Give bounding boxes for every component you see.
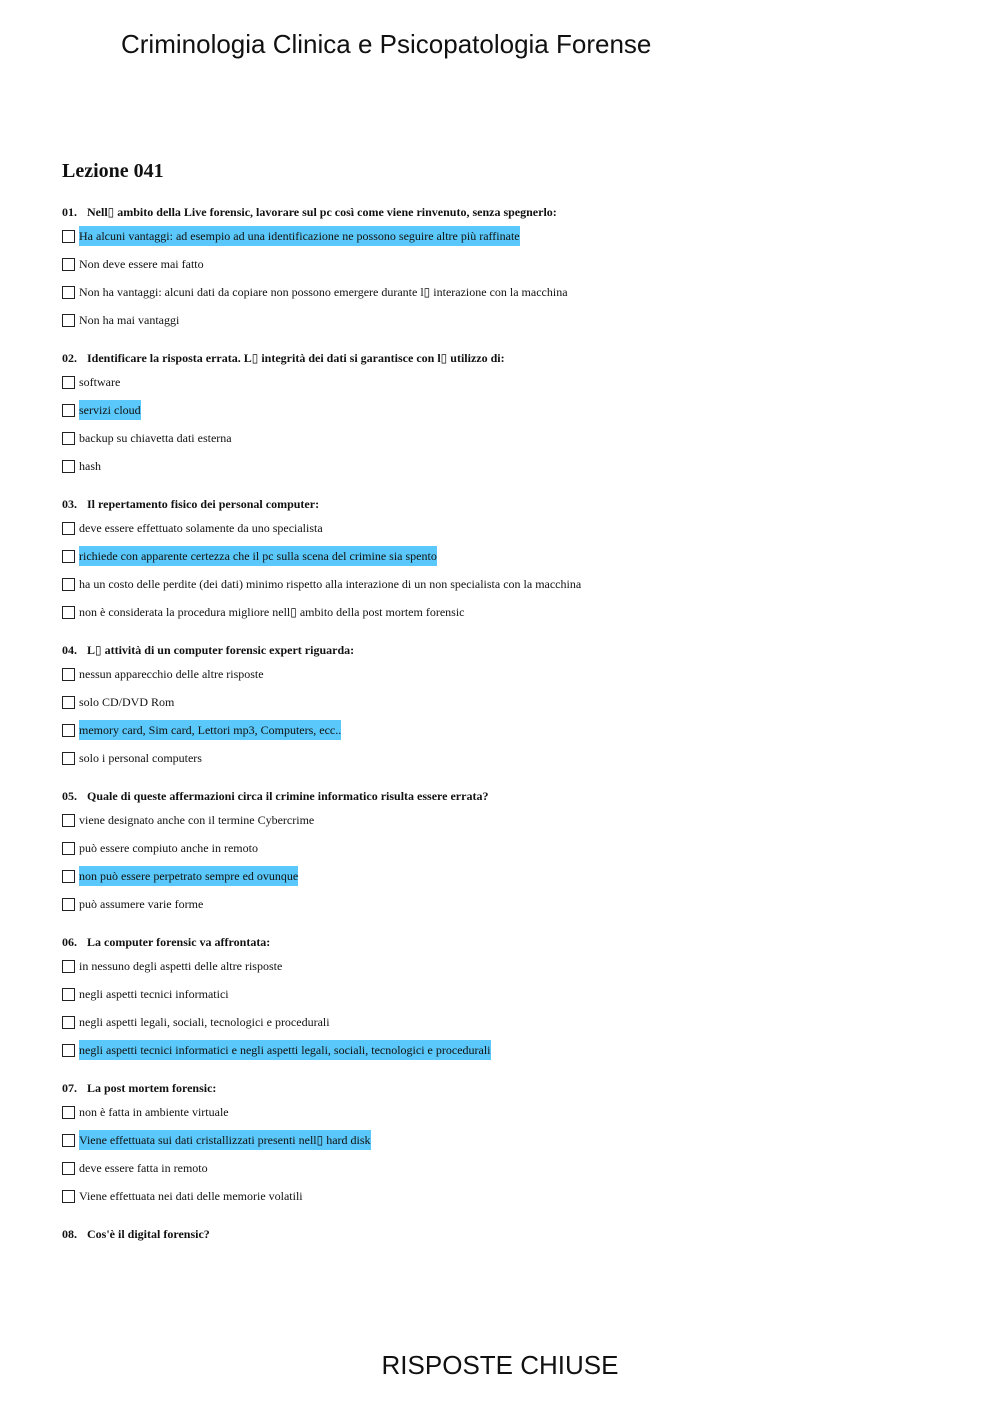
answer-text: hash	[79, 459, 101, 473]
answer-option[interactable]	[62, 1154, 942, 1182]
answer-text: software	[79, 375, 121, 389]
answer-text: può assumere varie forme	[79, 897, 204, 911]
answer-text: non è considerata la procedura migliore nell▯ ambito della post mortem forensic	[79, 605, 465, 619]
answer-text: viene designato anche con il termine Cybercrime	[79, 813, 315, 827]
answer-checkbox[interactable]	[62, 668, 75, 681]
answer-text: backup su chiavetta dati esterna	[79, 431, 232, 445]
answer-text-highlighted: servizi cloud	[79, 400, 141, 420]
answer-checkbox[interactable]	[62, 960, 75, 973]
answer-checkbox[interactable]	[62, 314, 75, 327]
answer-option[interactable]	[62, 980, 942, 1008]
answer-option[interactable]	[62, 396, 942, 424]
answer-checkbox[interactable]	[62, 1134, 75, 1147]
question-text	[62, 786, 942, 806]
answer-option[interactable]	[62, 688, 942, 716]
answer-checkbox[interactable]	[62, 696, 75, 709]
answer-text: deve essere fatta in remoto	[79, 1161, 208, 1175]
answer-checkbox[interactable]	[62, 606, 75, 619]
answer-text: Non ha mai vantaggi	[79, 313, 180, 327]
answer-checkbox[interactable]	[62, 898, 75, 911]
answer-checkbox[interactable]	[62, 752, 75, 765]
question-label: Quale di queste affermazioni circa il crimine informatico risulta essere errata?	[87, 789, 489, 803]
answer-checkbox[interactable]	[62, 1106, 75, 1119]
question-number: 01.	[62, 205, 77, 219]
answer-checkbox[interactable]	[62, 578, 75, 591]
answer-checkbox[interactable]	[62, 1044, 75, 1057]
answer-checkbox[interactable]	[62, 724, 75, 737]
answer-text: solo i personal computers	[79, 751, 202, 765]
answer-checkbox[interactable]	[62, 1016, 75, 1029]
question-label: La computer forensic va affrontata:	[87, 935, 271, 949]
answer-checkbox[interactable]	[62, 376, 75, 389]
answer-checkbox[interactable]	[62, 404, 75, 417]
answer-checkbox[interactable]	[62, 432, 75, 445]
answer-option[interactable]	[62, 250, 942, 278]
question-number: 02.	[62, 351, 77, 365]
answer-text: solo CD/DVD Rom	[79, 695, 175, 709]
question-number: 03.	[62, 497, 77, 511]
answer-option[interactable]	[62, 570, 942, 598]
lesson-title: Lezione 041	[62, 160, 164, 182]
answer-option[interactable]	[62, 514, 942, 542]
question-block	[62, 786, 942, 918]
answer-text: Viene effettuata nei dati delle memorie volatili	[79, 1189, 303, 1203]
answer-option[interactable]	[62, 806, 942, 834]
answer-checkbox[interactable]	[62, 1190, 75, 1203]
answer-text: Non ha vantaggi: alcuni dati da copiare non possono emergere durante l▯ interazione con la macchina	[79, 285, 568, 299]
footer-label: RISPOSTE CHIUSE	[381, 1350, 619, 1380]
question-text	[62, 1224, 942, 1244]
question-text	[62, 348, 942, 368]
question-number: 07.	[62, 1081, 77, 1095]
answer-option[interactable]	[62, 368, 942, 396]
answer-text: non è fatta in ambiente virtuale	[79, 1105, 229, 1119]
answer-checkbox[interactable]	[62, 842, 75, 855]
answer-option[interactable]	[62, 1098, 942, 1126]
answer-checkbox[interactable]	[62, 1162, 75, 1175]
answer-option[interactable]	[62, 542, 942, 570]
answer-option[interactable]	[62, 222, 942, 250]
answer-text-highlighted: non può essere perpetrato sempre ed ovunque	[79, 866, 298, 886]
question-label: Nell▯ ambito della Live forensic, lavorare sul pc così come viene rinvenuto, senza spegnerlo:	[87, 205, 557, 219]
question-label: La post mortem forensic:	[87, 1081, 217, 1095]
answer-option[interactable]	[62, 744, 942, 772]
answer-checkbox[interactable]	[62, 814, 75, 827]
answer-text: ha un costo delle perdite (dei dati) minimo rispetto alla interazione di un non specialista con la macchina	[79, 577, 582, 591]
document-header-title: Criminologia Clinica e Psicopatologia Forense	[121, 29, 652, 59]
answer-option[interactable]	[62, 1008, 942, 1036]
answer-text: negli aspetti tecnici informatici	[79, 987, 229, 1001]
answer-text: deve essere effettuato solamente da uno specialista	[79, 521, 323, 535]
answer-checkbox[interactable]	[62, 522, 75, 535]
question-text	[62, 1078, 942, 1098]
answer-text-highlighted: negli aspetti tecnici informatici e negli aspetti legali, sociali, tecnologici e procedurali	[79, 1040, 491, 1060]
answer-checkbox[interactable]	[62, 258, 75, 271]
question-block	[62, 1078, 942, 1210]
answer-option[interactable]	[62, 306, 942, 334]
answer-option[interactable]	[62, 424, 942, 452]
answer-checkbox[interactable]	[62, 550, 75, 563]
question-number: 05.	[62, 789, 77, 803]
question-number: 04.	[62, 643, 77, 657]
answer-option[interactable]	[62, 952, 942, 980]
answer-option[interactable]	[62, 716, 942, 744]
question-text	[62, 640, 942, 660]
question-block	[62, 932, 942, 1064]
answer-checkbox[interactable]	[62, 230, 75, 243]
question-block	[62, 494, 942, 626]
question-number: 06.	[62, 935, 77, 949]
answer-text: Non deve essere mai fatto	[79, 257, 204, 271]
answer-text-highlighted: Ha alcuni vantaggi: ad esempio ad una identificazione ne possono seguire altre più raffinate	[79, 226, 520, 246]
question-text	[62, 932, 942, 952]
answer-text: nessun apparecchio delle altre risposte	[79, 667, 264, 681]
answer-option[interactable]	[62, 452, 942, 480]
answer-text-highlighted: memory card, Sim card, Lettori mp3, Computers, ecc..	[79, 720, 341, 740]
answer-checkbox[interactable]	[62, 988, 75, 1001]
answer-option[interactable]	[62, 1182, 942, 1210]
question-block	[62, 640, 942, 772]
answer-option[interactable]	[62, 890, 942, 918]
answer-text-highlighted: richiede con apparente certezza che il pc sulla scena del crimine sia spento	[79, 546, 437, 566]
question-label: Cos'è il digital forensic?	[87, 1227, 210, 1241]
question-text	[62, 202, 942, 222]
answer-checkbox[interactable]	[62, 460, 75, 473]
answer-option[interactable]	[62, 660, 942, 688]
answer-checkbox[interactable]	[62, 286, 75, 299]
question-label: Il repertamento fisico dei personal computer:	[87, 497, 320, 511]
answer-text-highlighted: Viene effettuata sui dati cristallizzati presenti nell▯ hard disk	[79, 1130, 371, 1150]
answer-option[interactable]	[62, 834, 942, 862]
answer-checkbox[interactable]	[62, 870, 75, 883]
question-block	[62, 1224, 942, 1244]
question-label: L▯ attività di un computer forensic expert riguarda:	[87, 643, 355, 657]
question-number: 08.	[62, 1227, 77, 1241]
question-block	[62, 348, 942, 480]
answer-text: in nessuno degli aspetti delle altre risposte	[79, 959, 283, 973]
question-text	[62, 494, 942, 514]
answer-option[interactable]	[62, 1036, 942, 1064]
question-list	[62, 202, 942, 1258]
answer-text: negli aspetti legali, sociali, tecnologici e procedurali	[79, 1015, 330, 1029]
answer-option[interactable]	[62, 862, 942, 890]
question-block	[62, 202, 942, 334]
answer-text: può essere compiuto anche in remoto	[79, 841, 258, 855]
answer-option[interactable]	[62, 598, 942, 626]
answer-option[interactable]	[62, 1126, 942, 1154]
answer-option[interactable]	[62, 278, 942, 306]
question-label: Identificare la risposta errata. L▯ integrità dei dati si garantisce con l▯ utilizzo di:	[87, 351, 505, 365]
